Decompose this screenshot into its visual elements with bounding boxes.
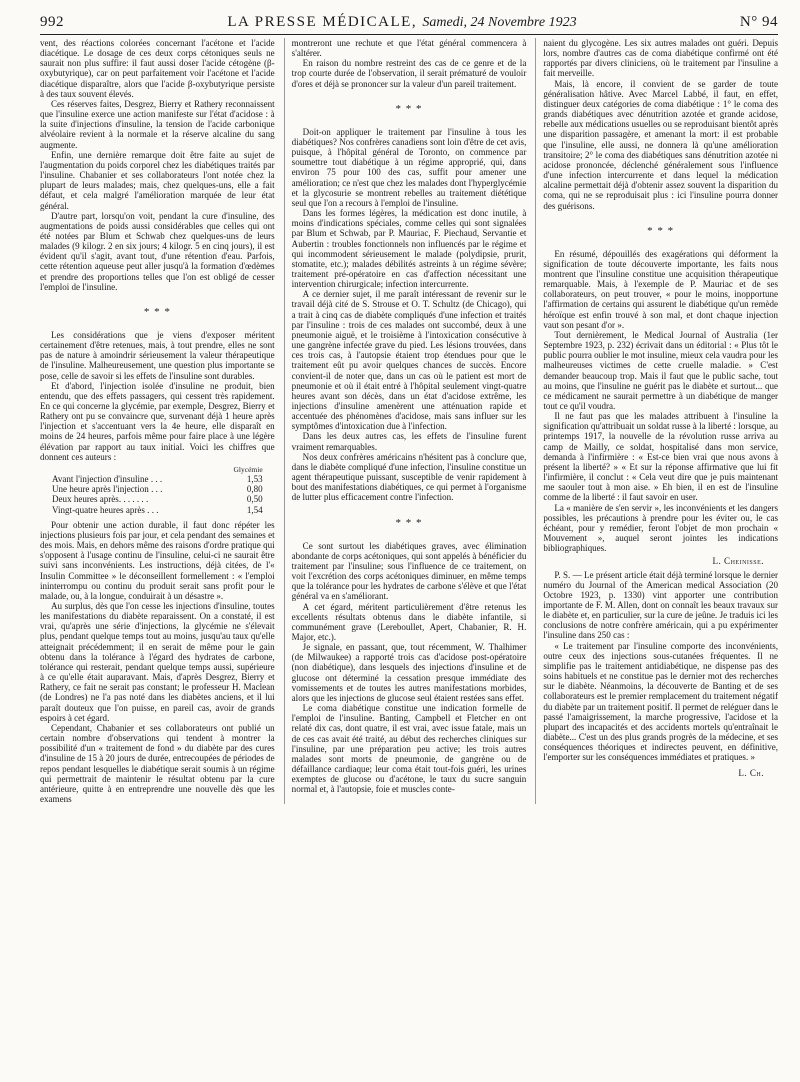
issue-date: Samedi, 24 Novembre 1923: [422, 15, 577, 30]
page-number: 992: [40, 14, 64, 30]
author-initials: L. Ch.: [738, 768, 765, 779]
paragraph: Au surplus, dès que l'on cesse les injections d'insuline, toutes les manifestations du diabète reparaissent. On a constaté, il est vrai, qu'après une série d'injections, la glycémie ne s'élevait plus, pendant quelque temps tout au moins, jusqu'au taux qu'elle atteignait précédemment; il en serait de même pour le gain obtenu dans la tolérance à l'égard des hydrates de carbone, tolérance qui resterait, pendant quelque temps aussi, supérieure à ce qu'elle était auparavant. Mais, d'après Desgrez, Bierry et Rathery, ce fait ne serait pas constant; le professeur H. Maclean (de Londres) ne l'a pas noté dans les diabètes anciens, et il lui paraît douteux que l'on puisse, en pareil cas, avoir de grands espoirs à cet égard.: [40, 601, 275, 723]
section-separator: * * *: [395, 102, 423, 115]
column-1: [40, 38, 275, 804]
paragraph: Enfin, une dernière remarque doit être faite au sujet de l'augmentation du poids corporel chez les diabétiques traités par l'insuline. Chabanier et ses collaborateurs l'ont notée chez la plupart de leurs malades; mais, chez quelques-uns, elle a fait défaut, et cela malgré l'amélioration marquée de leur état général.: [40, 149, 275, 211]
journal-title: LA PRESSE MÉDICALE, Samedi, 24 Novembre 1923: [227, 14, 577, 30]
paragraph: « Le traitement par l'insuline comporte des inconvénients, outre ceux des injections sous-cutanées fréquentes. Il ne simplifie pas le traitement antidiabétique, ne dispense pas des soins habituels et ne constitue pas le dernier mot des recherches sur le diabète. Néanmoins, la découverte de Banting et de ses collaborateurs est le premier remplacement du traitement négatif du diabète par un traitement positif. Il permet de reléguer dans le passé l'amaigrissement, la marche progressive, l'acidose et la plupart des incapacités et des accidents mortels qu'entraînait le diabète... C'est un des plus grands progrès de la médecine, et ses conséquences théoriques et indirectes peuvent, en définitive, l'emporter sur les conséquences immédiates et pratiques. »: [543, 640, 779, 763]
glycemia-row: Une heure après l'injection . . . 0,80: [52, 484, 263, 495]
paragraph: Nos deux confrères américains n'hésitent pas à conclure que, dans le diabète compliqué d'une infection, l'insuline constitue un agent thérapeutique puissant, susceptible de venir rapidement à bout des manifestations diabétiques, ce qui permet à l'organisme de lutter plus efficacement contre l'infection.: [291, 451, 527, 503]
article-columns: [40, 38, 778, 804]
paragraph: Mais, là encore, il convient de se garder de toute généralisation hâtive. Avec Marcel Labbé, il faut, en effet, distinguer deux catégories de coma diabétique : 1° le coma des grands diabétiques avec dénutrition azotée et grande acidose, rebelle aux médications usuelles ou se reproduisant bientôt après une disparition passagère, et amenant la mort: il est probable que l'insuline, elle aussi, ne donnera là qu'une amélioration transitoire; 2° le coma des diabétiques sans dénutrition azotée ni acidose prononcée, déclenché généralement sous l'influence d'une infection intercurrente et dans lequel la médication alcaline permettait déjà d'obtenir assez souvent la disparition du coma, qui ne se reproduisait plus : ici l'insuline pourra donner des guérisons.: [543, 78, 779, 211]
author-signature: L. Cheinisse.: [712, 556, 765, 567]
glycemia-row: Avant l'injection d'insuline . . . 1,53: [52, 473, 263, 484]
paragraph: P. S. — Le présent article était déjà terminé lorsque le dernier numéro du Journal of the American medical Association (20 Octobre 1923, p. 1330) vint apporter une contribution importante de F. M. Allen, dont on connaît les beaux travaux sur le diabète et, en particulier, sur la cure de jeûne. Je traduis ici les conclusions de notre confrère américain, qui a pu expérimenter l'insuline dans 250 cas :: [543, 569, 779, 641]
paragraph: Cependant, Chabanier et ses collaborateurs ont publié un certain nombre d'observations qui tendent à montrer la possibilité d'un « traitement de fond » du diabète par des cures d'insuline de 15 à 20 jours de durée, entrecoupées de périodes de repos pendant lesquelles le diabétique serait soumis à un régime qui permettrait de maintenir le résultat obtenu par la cure antérieure, quitte à en entreprendre une nouvelle dès que les examens: [40, 722, 275, 804]
column-3: [535, 38, 778, 804]
paragraph: A ce dernier sujet, il me paraît intéressant de revenir sur le travail déjà cité de S. Strouse et O. T. Schultz (de Chicago), qui a trait à cinq cas de diabète compliqués d'une infection et traités par l'insuline : trois de ces malades ont succombé, deux à une pneumonie aiguë, et le troisième à l'intoxication consécutive à une gangrène infectée grave du pied. Les lésions trouvées, dans ces trois cas, à l'autopsie étaient trop étendues pour que le traitement eût pu avoir quelques chances de succès. Encore convient-il de noter que, dans un cas où le patient est mort de pneumonie et où il était entré à l'hôpital seulement vingt-quatre heures avant son décès, dans un état d'acidose extrême, les injections d'insuline amenèrent une atténuation rapide et accentuée des phénomènes d'acidose, mais sans influer sur les symptômes d'intoxication due à l'infection.: [291, 289, 527, 432]
paragraph: Les considérations que je viens d'exposer méritent certainement d'être retenues, mais, à tout prendre, elles ne sont pas de nature à amoindrir sérieusement la valeur thérapeutique de l'insuline. Malheureusement, une question plus importante se pose, celle de savoir si les effets de l'insuline sont durables.: [40, 329, 275, 381]
paragraph: Le coma diabétique constitue une indication formelle de l'emploi de l'insuline. Banting, Campbell et Fletcher en ont relaté dix cas, dont quatre, il est vrai, avec issue fatale, mais un de ces cas avait été traité, au début des recherches cliniques sur l'insuline, par une préparation peu active; les trois autres malades sont morts de pneumonie, de gangrène ou de défaillance cardiaque; leur coma était tout-fois guéri, les urines exemptes de glucose ou d'acétone, le taux du sucre sanguin normal et, à l'autopsie, foie et muscles conte-: [291, 703, 527, 795]
paragraph: Doit-on appliquer le traitement par l'insuline à tous les diabétiques? Nos confrères canadiens sont loin d'être de cet avis, puisque, à l'hôpital général de Toronto, on commence par soumettre tout diabétique à un régime approprié, qui, dans environ 75 pour 100 des cas, suffit pour amener une amélioration; ce n'est que chez les malades dont l'hyperglycémie et la glycosurie se montrent rebelles au traitement diététique seul que l'on a recours à l'emploi de l'insuline.: [291, 126, 527, 208]
paragraph: Il ne faut pas que les malades attribuent à l'insuline la signification qu'attribuait un soldat russe à la liberté : lorsque, au printemps 1917, la nouvelle de la révolution russe arriva au camp de Mailly, ce soldat, hospitalisé dans mon service, demanda à l'infirmière : « Est-ce bien vrai que nous avons à présent la liberté? » « Et sur la réponse affirmative que lui fit l'infirmière, il conclut : « Cela veut dire que je puis maintenant me saouler tout à mon aise. » Eh bien, il en est de l'insuline comme de la liberté : il faut savoir en user.: [543, 411, 779, 503]
glycemia-row: Vingt-quatre heures après . . . 1,54: [52, 504, 263, 515]
header-rule: [40, 34, 778, 35]
paragraph: D'autre part, lorsqu'on voit, pendant la cure d'insuline, des augmentations de poids aussi considérables que celles qui ont été notées par Blum et Schwab chez quelques-uns de leurs malades (9 kilogr. 2 en six jours; 4 kilogr. 5 en cinq jours), il est évident qu'il s'agit, avant tout, d'une rétention d'eau. Parfois, cette rétention aqueuse peut aller jusqu'à la formation d'œdèmes et prendre des proportions telles que l'on est obligé de cesser l'emploi de l'insuline.: [40, 210, 275, 292]
paragraph: La « manière de s'en servir », les inconvénients et les dangers possibles, les précautions à prendre pour les éviter ou, le cas échéant, pour y remédier, feront l'objet de mon prochain « Mouvement », auquel seront jointes les indications bibliographiques.: [543, 502, 779, 554]
paragraph: Tout dernièrement, le Medical Journal of Australia (1er Septembre 1923, p. 232) écrivait dans un éditorial : « Plus tôt le public pourra oublier le mot insuline, mieux cela vaudra pour les malheureuses victimes de cette cruelle maladie. » C'est demander beaucoup trop. Mais il faut que le public sache, tout au moins, que l'insuline ne guérit pas le diabète et surtout... que ce médicament ne saurait permettre à un diabétique de manger tout ce qu'il voudra.: [543, 329, 779, 411]
paragraph: En résumé, dépouillés des exagérations qui déforment la signification de toute découverte importante, les faits nous montrent que l'insuline constitue une acquisition thérapeutique remarquable. Mais, à l'exemple de P. Mauriac et de ses collaborateurs, on peut trouver, « pour le moins, inopportune l'affirmation de certains qui assurent le diabétique qu'un remède héroïque est enfin trouvé à son mal, et dont chaque injection vaut son pesant d'or ».: [543, 248, 779, 330]
paragraph: naient du glycogène. Les six autres malades ont guéri. Depuis lors, nombre d'autres cas de coma diabétique confirmé ont été rapportés par divers cliniciens, où le traitement par l'insuline a fait merveille.: [543, 38, 779, 79]
glycemia-table: [40, 465, 275, 515]
paragraph: Et d'abord, l'injection isolée d'insuline ne produit, bien entendu, que des effets passagers, qui cessent très rapidement. En ce qui concerne la glycémie, par exemple, Desgrez, Bierry et Rathery ont pu se convaincre que, survenant déjà 1 heure après l'injection et s'accentuant vers la 4e heure, elle disparaît en moins de 24 heures, parfois même pour faire place à une légère élévation par rapport au taux initial. Voici les chiffres que donnent ces auteurs :: [40, 380, 275, 462]
paragraph: Pour obtenir une action durable, il faut donc répéter les injections plusieurs fois par jour, et cela pendant des semaines et des mois. Mais, en dehors même des raisons d'ordre pratique qui s'opposent à l'usage continu de l'insuline, celui-ci ne saurait être suivi sans inconvénients. Les instructions, déjà citées, de l'« Insulin Committee » le déconseillent formellement : « l'emploi ininterrompu ou continu du produit serait sans profit pour le malade, ou, à la longue, conduirait à un désastre ».: [40, 519, 275, 601]
paragraph: Dans les formes légères, la médication est donc inutile, à moins d'indications spéciales, comme celles qui sont signalées par Blum et Schwab, par P. Mauriac, F. Piechaud, Servantie et Aubertin : troubles fonctionnels non influencés par le régime et qui incommodent sérieusement le malade (polydipsie, prurit, stomatite, etc.); malades débilités astreints à un régime sévère; traitement pré-opératoire en cas d'affection nécessitant une intervention chirurgicale; infection intercurrente.: [291, 208, 527, 290]
paragraph: Ce sont surtout les diabétiques graves, avec élimination abondante de corps acétoniques, qui sont appelés à bénéficier du traitement par l'insuline; sous l'influence de ce traitement, on voit l'excrétion des corps acétoniques diminuer, en même temps que la tolérance pour les hydrates de carbone s'élève et que l'état général va en s'améliorant.: [291, 540, 527, 602]
paragraph: Je signale, en passant, que, tout récemment, W. Thalhimer (de Milwaukee) a rapporté trois cas d'acidose post-opératoire (non diabétique), dans lesquels des injections d'insuline et de glucose ont déterminé la cessation presque immédiate des vomissements et de toutes les autres manifestations morbides, alors que les injections de glucose seul étaient restées sans effet.: [291, 642, 527, 703]
section-separator: * * *: [647, 224, 675, 237]
paragraph: montreront une rechute et que l'état général commencera à s'altérer.: [291, 38, 527, 59]
paragraph: Dans les deux autres cas, les effets de l'insuline furent vraiment remarquables.: [291, 431, 527, 452]
paragraph: En raison du nombre restreint des cas de ce genre et de la trop courte durée de l'observation, il serait prématuré de vouloir d'ores et déjà se prononcer sur la valeur d'un pareil traitement.: [291, 58, 527, 89]
issue-number: N° 94: [739, 14, 778, 30]
column-2: [284, 38, 527, 804]
paragraph: vent, des réactions colorées concernant l'acétone et l'acide diacétique. Le dosage de ces deux corps cétoniques seuls ne saurait non plus suffire: il faut aussi doser l'acide cétogène (β-oxybutyrique), car on peut parfaitement voir l'acétone et l'acide diacétique disparaître, alors que l'acide β-oxybutyrique persiste à des taux souvent élevés.: [40, 38, 275, 99]
paragraph: A cet égard, méritent particulièrement d'être retenus les excellents résultats obtenus dans le diabète infantile, si communément grave (Lereboullet, Apert, Chabanier, R. H. Major, etc.).: [291, 601, 527, 642]
paragraph: Ces réserves faites, Desgrez, Bierry et Rathery reconnaissent que l'insuline exerce une action manifeste sur l'état d'acidose : à la suite d'injections d'insuline, la tension de l'acide carbonique alvéolaire revient à la normale et la réserve alcaline du sang augmente.: [40, 98, 275, 150]
section-separator: * * *: [143, 305, 171, 318]
section-separator: * * *: [395, 516, 423, 529]
glycemia-row: Deux heures après. . . . . . . 0,50: [52, 494, 263, 505]
glycemia-header: Glycémie: [233, 464, 263, 474]
page-header: [40, 14, 778, 31]
